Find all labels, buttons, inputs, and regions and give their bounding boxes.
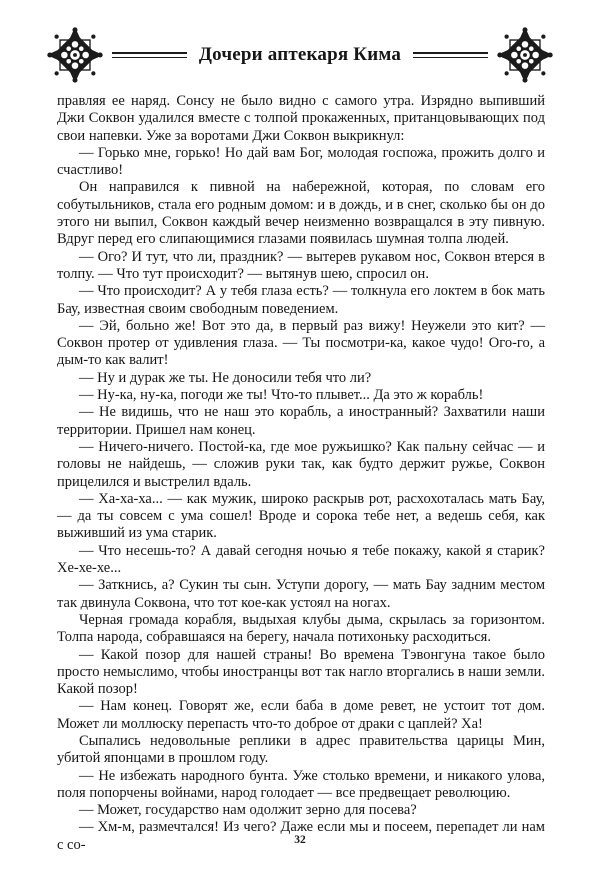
paragraph: Черная громада корабля, выдыхая клубы дыма, скрылась за горизонтом. Толпа народа, собравшаяся на берегу, начала потихоньку расходиться. bbox=[57, 611, 545, 646]
paragraph: — Заткнись, а? Сукин ты сын. Уступи дорогу, — мать Бау задним местом так двинула Соквона, что тот кое-как устоял на ногах. bbox=[57, 577, 545, 611]
paragraph: — Ничего-ничего. Постой-ка, где мое ружьишко? Как пальну сейчас — и головы не найдешь, — сложив руки так, как будто держит ружье, Соквон прицелился и выстрелил вдаль. bbox=[57, 438, 545, 490]
header-rule-left bbox=[112, 52, 187, 58]
page-footer bbox=[0, 834, 600, 846]
paragraph: — Что происходит? А у тебя глаза есть? — толкнула его локтем в бок мать Бау, известная своим свободным поведением. bbox=[57, 283, 545, 317]
paragraph: — Горько мне, горько! Но дай вам Бог, молодая госпожа, прожить долго и счастливо! bbox=[57, 144, 545, 179]
rosette-ornament-icon bbox=[496, 26, 554, 84]
paragraph: — Что несешь-то? А давай сегодня ночью я тебе покажу, какой я старик? Хе-хе-хе... bbox=[57, 542, 545, 577]
paragraph: правляя ее наряд. Сонсу не было видно с самого утра. Изрядно выпивший Джи Соквон удалился вместе с толпой прокаженных, пританцовывающих под свои напевки. Уже за воротами Джи Соквон выкрикнул: bbox=[57, 93, 545, 144]
paragraph: — Ну и дурак же ты. Не доносили тебя что ли? bbox=[79, 369, 372, 386]
rosette-ornament-icon bbox=[46, 26, 104, 84]
paragraph: — Какой позор для нашей страны! Во времена Тэвонгуна такое было просто немыслимо, чтобы иностранцы вот так нагло вторгались в наши земли. Какой позор! bbox=[57, 646, 545, 698]
paragraph: Сыпались недовольные реплики в адрес правительства царицы Мин, убитой японцами в прошлом году. bbox=[57, 732, 545, 767]
paragraph: — Может, государство нам одолжит зерно для посева? bbox=[79, 802, 417, 819]
paragraph: — Ха-ха-ха... — как мужик, широко раскрыв рот, расхохоталась мать Бау, — да ты совсем с ума сошел! Вроде и сорока тебе нет, а ведешь себя, как выживший из ума старик. bbox=[57, 490, 545, 542]
page-header bbox=[0, 26, 600, 84]
paragraph: — Ну-ка, ну-ка, погоди же ты! Что-то плывет... Да это ж корабль! bbox=[79, 387, 484, 404]
paragraph: — Ого? И тут, что ли, праздник? — вытерев рукавом нос, Соквон втерся в толпу. — Что тут происходит? — вытянув шею, спросил он. bbox=[57, 248, 545, 282]
paragraph: Он направился к пивной на набережной, которая, по словам его собутыльников, стала его родным домом: и в дождь, и в снег, сколько бы он до этого ни выпил, Соквон каждый вечер неизменно возвращался в эту пивную. Вдруг перед его слипающимися глазами появилась шумная толпа людей. bbox=[57, 179, 545, 248]
paragraph: — Не избежать народного бунта. Уже столько времени, и никакого улова, поля попорчены войнами, народ голодает — все предвещает революцию. bbox=[57, 767, 545, 801]
paragraph: — Хм-м, размечтался! Из чего? Даже если мы и посеем, перепадет ли нам с со- bbox=[57, 819, 545, 853]
header-rule-right bbox=[413, 52, 488, 58]
paragraph: — Эй, больно же! Вот это да, в первый раз вижу! Неужели это кит? — Соквон протер от удивления глаза. — Ты посмотри-ка, какое чудо! Ого-го, а дым-то как валит! bbox=[57, 317, 545, 369]
page-title: Дочери аптекаря Кима bbox=[198, 44, 402, 65]
paragraph: — Не видишь, что не наш это корабль, а иностранный? Захватили наши территории. Пришел нам конец. bbox=[57, 404, 545, 438]
paragraph: — Нам конец. Говорят же, если баба в доме ревет, не устоит тот дом. Может ли моллюску перепасть что-то доброе от драки с цаплей? Ха! bbox=[57, 698, 545, 732]
page-number: 32 bbox=[294, 834, 306, 846]
page-body bbox=[0, 93, 600, 854]
